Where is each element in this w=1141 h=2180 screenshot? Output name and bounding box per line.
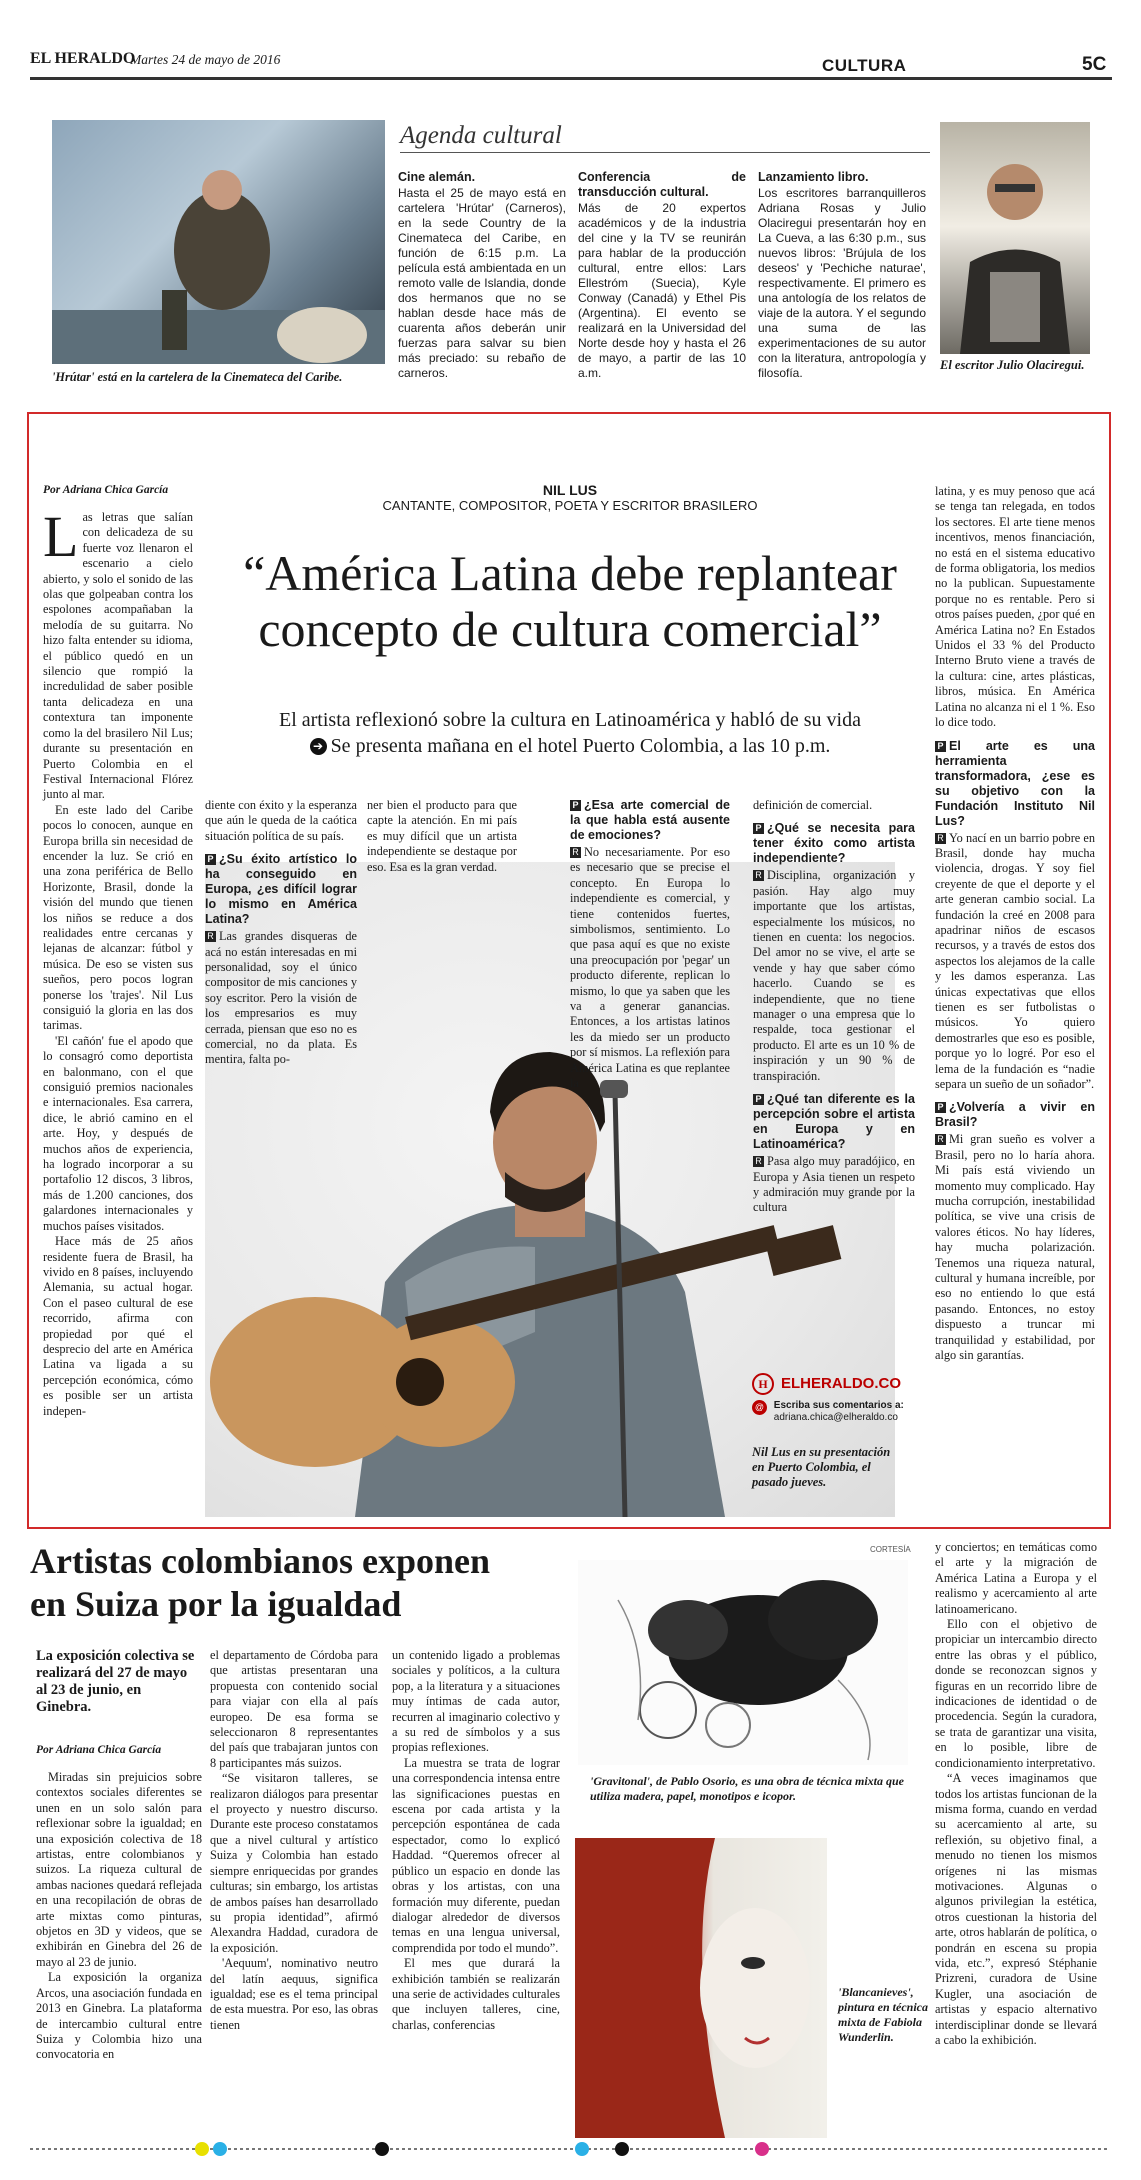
headline-line: Artistas colombianos exponen (30, 1541, 491, 1581)
paragraph (43, 504, 193, 803)
comment-block (752, 1400, 904, 1424)
hrutar-caption: 'Hrútar' está en la cartelera de la Cinemateca del Caribe. (52, 370, 343, 384)
registration-marks (195, 2142, 795, 2156)
question (935, 1100, 1095, 1130)
paragraph: latina, y es muy penoso que acá se tenga tan relegada, en todos los sectores. El arte tiene menos incentivos, menos financiación, no está en el sistema educativo de forma obligatoria, los medios no la publican. Supuestamente porque no es rentable. Pero si otros países pueden, ¿por qué en América Latina no? En Estados Unidos el 33 % del Producto Interno Bruto viene a través de la cultura: cine, artes plásticas, libros, música. En América Latina no alcanza ni el 1 %. Eso lo dice todo. (935, 484, 1095, 730)
masthead-paper: EL HERALDO (30, 50, 136, 67)
hrutar-photo (52, 120, 385, 364)
question-text: ¿Qué tan diferente es la percepción sobre el artista en Europa y en Latinoamérica? (753, 1092, 915, 1152)
paragraph: 'Aequum', nominativo neutro del latín aequus, significa igualdad; ese es el tema principal de esta muestra. Por eso, las obras tienen (210, 1956, 379, 2032)
answer-mark-icon: R (570, 847, 581, 858)
registration-dot (575, 2142, 589, 2156)
art-headline (30, 1540, 490, 1626)
answer-text: No necesariamente. Por eso es necesario que se precise el concepto. En Europa lo independiente es comercial, y tiene contenidos fuertes, simbolismos, sentimiento. Lo que pasa aquí es que no existe una preocupación por 'pegar' un producto diferente, replican lo mismo, lo que ya saben que les va a generar ganancias. Entonces, a los artistas latinos les da miedo ser un producto por sí mismos. La reflexión para América Latina es que replantee la (570, 845, 730, 1091)
question-text: ¿Esa arte comercial de la que habla está ausente de emociones? (570, 798, 730, 842)
interview-col-4 (570, 798, 730, 1092)
answer-text: Pasa algo muy paradójico, en Europa y Asia tienen un respeto y admiración muy grande por la cultura (753, 1154, 915, 1215)
paragraph: diente con éxito y la esperanza que aún le queda de la caótica situación política de su país. (205, 798, 357, 843)
registration-dot (213, 2142, 227, 2156)
answer-text: Las grandes disqueras de acá no están interesadas en mi personalidad, soy el único compositor de mis canciones y soy escritor. Pero la visión de los empresarios es muy cerrada, piensan que eso no es comercial, no da plata. Es mentira, falta po- (205, 929, 357, 1067)
art-col-3 (392, 1648, 560, 2033)
answer-mark-icon: R (935, 1134, 946, 1145)
interview-deck (200, 707, 940, 759)
answer-text: Yo nací en un barrio pobre en Brasil, donde hay mucha violencia, drogas. Y soy fiel creyente de que el deporte y el arte generan cambio social. La fundación la creé en 2008 para apadrinar niños de escasos recursos, y a través de estos dos aspectos los alejamos de la calle y les damos esperanza. Las únicas expectativas que ellos tienen es ser futbolistas o músicos. Yo quiero demostrarles que eso es posible, porque yo lo logré. Por eso el lema de la fundación es “nadie separa un sueño de un soñador”. (935, 830, 1095, 1091)
paragraph: definición de comercial. (753, 798, 873, 812)
paragraph: y conciertos; en temáticas como el arte y la migración de América Latina a Europa y el realismo y acercamiento al arte latinoamericano. (935, 1540, 1097, 1616)
portrait-artwork-icon (575, 1838, 827, 2138)
olaciregui-photo (940, 122, 1090, 354)
interview-col-3 (367, 798, 517, 875)
question (205, 852, 357, 927)
interview-col-1 (43, 504, 193, 1419)
answer-text: Mi gran sueño es volver a Brasil, pero no lo haría ahora. Mi país está viviendo un momento muy complicado. Hay mucha corrupción, inestabilidad política, se vive una crisis de valores éticos. No hay líderes, hay mucha polarización. Tenemos una riqueza natural, cultural y humana increíble, por eso no entiendo lo que está pasando. Entonces, no estoy dispuesto a truncar mi tranquilidad y estabilidad, por algo sin garantías. (935, 1132, 1095, 1363)
question-mark-icon: P (570, 800, 581, 811)
nil-lus-caption: Nil Lus en su presentación en Puerto Colombia, el pasado jueves. (752, 1445, 891, 1489)
answer (570, 845, 730, 1092)
agenda-item-body: Hasta el 25 de mayo está en cartelera 'Hrútar' (Carneros), en la sede Country de la Cinemateca del Caribe, en función de 6:15 p.m. La película está ambientada en un remoto valle de Islandia, donde dos hermanos que no se hablan desde hace más de cuarenta años deberán unir fuerzas para salvar su bien más preciado: su rebaño de carneros. (398, 186, 566, 380)
art-col-5 (935, 1540, 1097, 2048)
masthead-date: Martes 24 de mayo de 2016 (130, 52, 281, 67)
answer (753, 1154, 915, 1216)
art-col-2 (210, 1648, 378, 2033)
answer (205, 929, 357, 1068)
question (753, 821, 915, 866)
portrait-figure-icon (940, 122, 1090, 354)
answer (935, 831, 1095, 1093)
question-text: El arte es una herramienta transformadora, ¿ese es su objetivo con la Fundación Instituto Nil Lus? (935, 738, 1095, 828)
question-mark-icon: P (753, 823, 764, 834)
paragraph: “Se visitaron talleres, se realizaron diálogos para presentar el proyecto y nuestro discurso. Durante este proceso constatamos que a nivel cultural y artístico Suiza y Colombia han estado siempre enriquecidas por grandes culturas; sin embargo, los artistas de ambos países han desarrollado su propia identidad”, afirmó Alexandra Haddad, curadora de la exposición. (210, 1771, 378, 1955)
answer-mark-icon: R (753, 1156, 764, 1167)
question-mark-icon: P (935, 1102, 946, 1113)
blancanieves-artwork (575, 1838, 827, 2138)
question (935, 739, 1095, 829)
answer-text: Disciplina, organización y pasión. Hay algo muy importante que los artistas, especialmente los músicos, no tienen en cuenta: los negocios. Del amor no se vive, el arte se vende y hay que saber cómo hacerlo. Cuando se es independiente, que no tiene manager o una empresa que lo respalde, toca gestionar el producto. El arte es un 10 % de inspiración y un 90 % de transpiración. (753, 868, 915, 1083)
comment-email[interactable]: adriana.chica@elheraldo.co (773, 1412, 898, 1423)
arrow-right-icon: ➔ (310, 738, 327, 755)
comment-label: Escriba sus comentarios a: (773, 1400, 904, 1411)
question-mark-icon: P (935, 741, 946, 752)
agenda-item-conferencia (578, 170, 746, 381)
butterfly-artwork-icon (578, 1560, 908, 1765)
paragraph: El mes que durará la exhibición también se realizarán una serie de actividades culturales que incluyen talleres, cine, charlas, conferencias (392, 1956, 560, 2032)
paragraph: Hace más de 25 años residente fuera de Brasil, ha vivido en 8 países, incluyendo Alemania, su actual hogar. Con el paseo cultural de ese recorrido, afirma con propiedad por qué el desprecio del arte en América Latina va ligada a su percepción económica, cómo es posible ser un artista indepen- (43, 1234, 193, 1418)
registration-dot (615, 2142, 629, 2156)
section-name: CULTURA (822, 56, 907, 75)
question-text: ¿Volvería a vivir en Brasil? (935, 1100, 1095, 1130)
paragraph: 'El cañón' fue el apodo que lo consagró como deportista en balonmano, con el que consiguió premios nacionales e internacionales. Esa carrera, dice, le abrió camino en el arte. Hoy, y después de muchos años de experiencia, ha logrado incorporar a su portafolio 12 discos, 3 libros, más de 1.200 canciones, dos galardones internacionales y muchos países visitados. (43, 1033, 193, 1233)
paragraph: “A veces imaginamos que todos los artistas funcionan de la misma forma, cuando en verdad su acercamiento al arte, su reflexión, su objetivo final, a menudo no tienen los mismos orígenes ni las mismas motivaciones. Algunas o algunos privilegian la estética, otros cuestionan la historia del arte, otros hablarán de política, o pondrán en escena su propia vida, etc.”, expresó Stéphanie Prizreni, curadora de Usine Kugler, una asociación de artistas y espacio alternativo interdisciplinar donde se llevará a cabo la exhibición. (935, 1771, 1097, 2047)
agenda-item-title: Cine alemán. (398, 170, 476, 184)
interview-byline: Por Adriana Chica García (43, 484, 169, 496)
agenda-item-title: Conferencia de transducción cultural. (578, 170, 746, 199)
art-byline: Por Adriana Chica García (36, 1744, 162, 1756)
interview-col-6 (935, 484, 1095, 1364)
registration-dot (755, 2142, 769, 2156)
paragraph: ner bien el producto para que capte la atención. En mi país es muy difícil que un artista independiente se destaque por eso. Esa es la gran verdad. (367, 798, 517, 874)
agenda-item-cine (398, 170, 566, 381)
question (753, 1092, 915, 1152)
brand-text: ELHERALDO.CO (781, 1375, 901, 1392)
mail-icon: @ (752, 1400, 767, 1415)
agenda-item-title: Lanzamiento libro. (758, 170, 869, 184)
headline-line: concepto de cultura comercial” (258, 601, 882, 657)
agenda-title: Agenda cultural (400, 122, 562, 149)
interview-col-5 (753, 798, 915, 1216)
answer-mark-icon: R (205, 931, 216, 942)
paragraph: el departamento de Córdoba para que artistas presentaran una propuesta con contenido social para viajar con ella al país europeo. De esa forma se seleccionaron 8 representantes del país que trabajaran juntos con 8 participantes más suizos. (210, 1648, 378, 1770)
paragraph: Miradas sin prejuicios sobre contextos sociales diferentes se unen en un solo salón para reflexionar sobre la igualdad; en una exposición colectiva de 18 artistas, entre colombianos y suizos. La riqueza cultural de ambas naciones quedará reflejada en una recopilación de obras de arte mixtas como pinturas, objetos en 3D y videos, que se exhibirán en Ginebra del 26 de mayo al 23 de junio. (36, 1770, 202, 1969)
question-mark-icon: P (753, 1094, 764, 1105)
interview-kicker: NIL LUS (542, 482, 598, 498)
paragraph: un contenido ligado a problemas sociales y políticos, a la cultura pop, a la literatura y a situaciones muy íntimas de cada autor, recurren al imaginario colectivo y a su red de símbolos y a sus propias reflexiones. (392, 1648, 560, 1755)
heraldo-logo-icon: H (752, 1373, 774, 1395)
headline-line: en Suiza por la igualdad (30, 1584, 402, 1624)
agenda-title-rule (400, 152, 930, 153)
elheraldo-brand[interactable] (752, 1373, 901, 1395)
question-text: ¿Su éxito artístico lo ha conseguido en Europa, ¿es difícil lograr lo mismo en América Latina? (205, 852, 357, 927)
olaciregui-caption: El escritor Julio Olaciregui. (940, 358, 1085, 372)
gravitonal-caption: 'Gravitonal', de Pablo Osorio, es una obra de técnica mixta que utiliza madera, papel, monotipos e icopor. (590, 1774, 904, 1803)
question-mark-icon: P (205, 854, 216, 865)
agenda-item-body: Más de 20 expertos académicos y de la industria del cine y la TV se reunirán para hablar de la producción cultural, entre ellos: Lars Ellestróm (Suecia), Kyle Conway (Canadá) y Ethel Pis (Argentina). El evento se realizará en la Universidad del Norte desde hoy y hasta el 26 de mayo, a partir de las 10 a.m. (578, 201, 746, 380)
agenda-item-body: Los escritores barranquilleros Adriana Rosas y Julio Olaciregui presentarán hoy en La Cueva, a las 6:30 p.m., sus nuevos libros: 'Brújula de los deseos' y 'Pechiche naturae', respectivamente. El primero es una antología de los relatos de viaje de la autora. Y el segundo una suma de las experimentaciones de su autor con la literatura, antropología y filosofía. (758, 186, 926, 380)
dropcap: L (43, 504, 79, 569)
answer (935, 1132, 1095, 1363)
question (570, 798, 730, 843)
deck-line-2 (200, 733, 940, 759)
registration-dot (195, 2142, 209, 2156)
sheep-figure-icon (52, 120, 385, 364)
gravitonal-artwork (578, 1560, 908, 1765)
paragraph-text: as letras que salían con delicadeza de su fuerte voz llenaron el escenario a cielo abierto, y solo el sonido de las olas que golpeaban contra los espolones acompañaban la melodía de su guitarra. No hizo falta entender su idioma, el público quedó en un silencio que rompió la incredulidad de saber posible tanta delicadeza en una contextura tan imponente como la del brasilero Nil Lus; durante su presentación en Puerto Colombia en el Festival Internacional Flórez junto al mar. (43, 510, 193, 802)
blancanieves-caption: 'Blancanieves', pintura en técnica mixta de Fabiola Wunderlin. (838, 1985, 929, 2044)
header-rule (30, 77, 1112, 80)
paragraph: La exposición la organiza Arcos, una asociación fundada en 2013 en Ginebra. La plataforma de intercambio cultural entre Suiza y Colombia hizo una convocatoria en (36, 1970, 202, 2062)
interview-kicker-sub: CANTANTE, COMPOSITOR, POETA Y ESCRITOR BRASILERO (382, 498, 758, 513)
page-number: 5C (1082, 54, 1107, 75)
answer-mark-icon: R (935, 833, 946, 844)
headline-line: “América Latina debe replantear (243, 545, 897, 601)
art-summary: La exposición colectiva se realizará del 27 de mayo al 23 de junio, en Ginebra. (36, 1648, 195, 1715)
answer-mark-icon: R (753, 870, 764, 881)
answer (753, 868, 915, 1084)
interview-col-2 (205, 798, 357, 1068)
deck-line: El artista reflexionó sobre la cultura en Latinoamérica y habló de su vida (278, 709, 861, 731)
interview-headline (200, 545, 940, 657)
agenda-item-libro (758, 170, 926, 381)
deck-line: Se presenta mañana en el hotel Puerto Colombia, a las 10 p.m. (330, 735, 831, 757)
question-text: ¿Qué se necesita para tener éxito como artista independiente? (753, 821, 915, 866)
paragraph: En este lado del Caribe pocos lo conocen, aunque en Europa brilla sin necesidad de encender la luz. Se crió en una zona periférica de Bello Horizonte, Brasil, donde la visión del mundo que tienen los niños se reduce a dos realidades entre cercanas y lejanas de alcanzar: fútbol y música. De eso se visten sus sueños, pero pocos logran ponerse los 'trajes'. Nil Lus consiguió la gloria en las dos tarimas. (43, 802, 193, 1033)
art-col-1 (36, 1770, 202, 2063)
registration-dot (375, 2142, 389, 2156)
paragraph: Ello con el objetivo de propiciar un intercambio directo entre las obras y el público, donde se reconozcan signos y figuras en un recorrido libre de indicaciones de identidad o de procedencia. Según la curadora, se trata de garantizar una visita, en lo posible, libre de condicionamiento interpretativo. (935, 1617, 1097, 1770)
art-credit: CORTESÍA (870, 1545, 911, 1554)
paragraph: La muestra se trata de lograr una correspondencia intensa entre las significaciones puestas en escena por cada artista y la percepción espontánea de cada espectador, como lo explicó Haddad. “Queremos ofrecer al público un espacio en donde las obras y los artistas, con una formación muy diferente, puedan dialogar alrededor de diversos temas en una lengua universal, comprendida por todo el mundo”. (392, 1755, 560, 1955)
